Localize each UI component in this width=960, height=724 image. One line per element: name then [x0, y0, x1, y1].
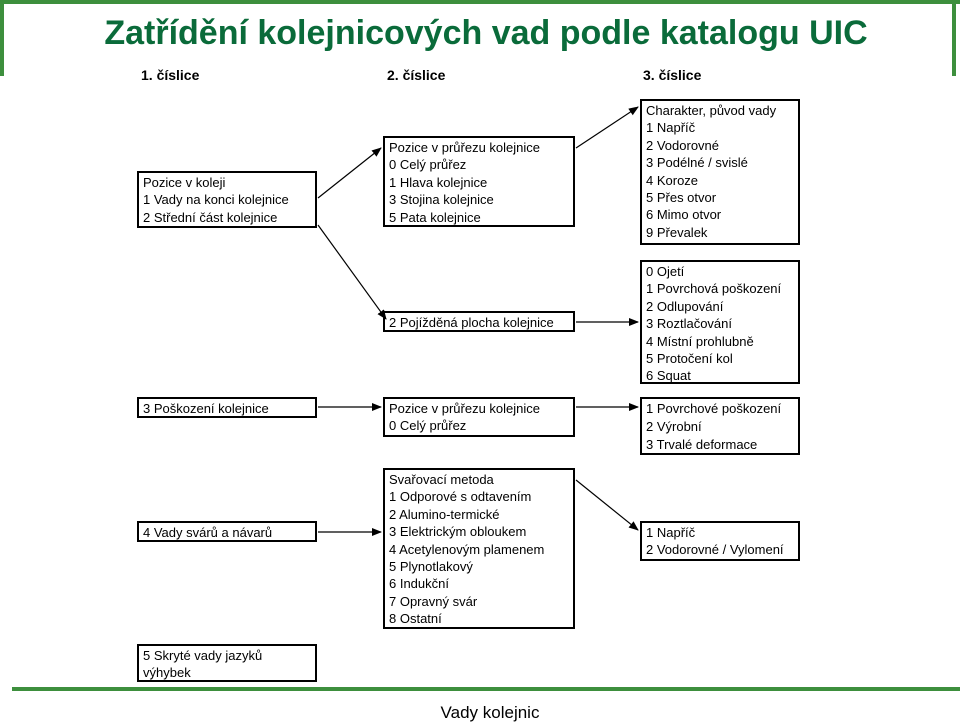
box-line: 0 Ojetí [646, 264, 685, 279]
box-line: 2 Vodorovné / Vylomení [646, 542, 784, 558]
box-line: 3 Stojina kolejnice [389, 192, 494, 208]
box-line: 1 Napříč [646, 120, 696, 136]
box-line: 2 Výrobní [646, 419, 702, 434]
box-line: 2 Odlupování [646, 298, 724, 314]
box-line: 2 Střední část kolejnice [143, 209, 278, 225]
box-line: 6 Squat [646, 368, 691, 384]
box-line: 0 Celý průřez [389, 418, 467, 434]
box-line: Svařovací metoda [389, 472, 494, 487]
page-title: Zatřídění kolejnicových vad podle katalogu UIC [104, 14, 868, 52]
box-line: 4 Acetylenovým plamenem [389, 541, 545, 557]
box-line: 7 Opravný svár [389, 593, 478, 609]
box-line: 3 Trvalé deformace [646, 437, 758, 452]
column-heading-3: 3. číslice [643, 67, 702, 83]
box-line: Pozice v koleji [143, 175, 226, 190]
box-line: 1 Napříč [646, 525, 696, 540]
box-line: 3 Elektrickým obloukem [389, 524, 527, 540]
box-line: 0 Celý průřez [389, 157, 467, 173]
footer-caption: Vady kolejnic [440, 703, 540, 722]
arrow-cross-section-to-character [576, 107, 638, 148]
box-line: 1 Hlava kolejnice [389, 174, 488, 190]
box-line: 2 Vodorovné [646, 137, 720, 153]
box-line: 9 Převalek [646, 224, 708, 240]
box-line: 4 Koroze [646, 172, 699, 188]
box-line: 3 Podélné / svislé [646, 155, 748, 171]
box-line: 5 Protočení kol [646, 351, 733, 367]
column-heading-1: 1. číslice [141, 67, 200, 83]
arrow-position-to-running-surface [318, 225, 386, 319]
arrow-method-to-direction [576, 480, 638, 530]
box-line: 2 Alumino-termické [389, 506, 500, 522]
box-line: 4 Vady svárů a návarů [143, 525, 273, 540]
box-line: 4 Místní prohlubně [646, 333, 754, 349]
column-heading-2: 2. číslice [387, 67, 446, 83]
arrow-position-to-cross-section [318, 148, 381, 198]
box-line: 5 Pata kolejnice [389, 209, 481, 225]
box-line: 1 Povrchové poškození [646, 401, 782, 416]
box-line: Charakter, původ vady [646, 103, 777, 118]
box-line: 1 Odporové s odtavením [389, 489, 532, 505]
box-line: 6 Mimo otvor [646, 207, 722, 223]
box-line: 5 Přes otvor [646, 190, 717, 206]
box-line: 3 Roztlačování [646, 316, 732, 332]
box-line: 2 Pojížděná plocha kolejnice [389, 315, 554, 330]
box-line: 5 Plynotlakový [389, 559, 473, 575]
box-line: 3 Poškození kolejnice [143, 401, 269, 416]
box-line: 8 Ostatní [389, 611, 442, 627]
box-line: 1 Vady na konci kolejnice [143, 192, 289, 208]
box-line: Pozice v průřezu kolejnice [389, 140, 541, 155]
box-line: 5 Skryté vady jazyků výhybek [143, 648, 263, 681]
box-line: 1 Povrchová poškození [646, 281, 782, 297]
box-line: 6 Indukční [389, 576, 449, 592]
box-line: Pozice v průřezu kolejnice [389, 401, 541, 416]
